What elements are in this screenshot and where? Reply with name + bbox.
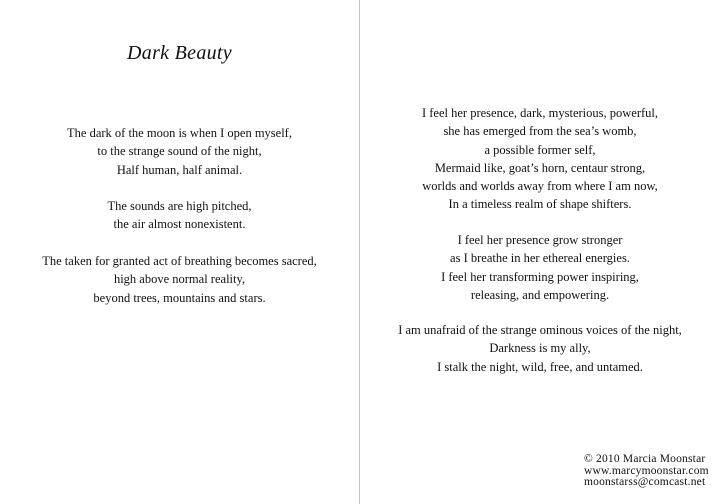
poem-line: I am unafraid of the strange ominous voices of the night, [398, 323, 682, 337]
poem-title: Dark Beauty [127, 42, 232, 64]
poem-line: I stalk the night, wild, free, and untamed. [437, 359, 643, 374]
poem-line: as I breathe in her ethereal energies. [450, 251, 630, 266]
right-stanza-1 [360, 104, 720, 214]
poem-line: Mermaid like, goat’s horn, centaur strong, [434, 160, 646, 175]
right-stanza-3 [360, 321, 720, 376]
author-credits [584, 454, 709, 489]
left-stanza-3 [0, 252, 359, 307]
author-email: moonstarss@comcast.net [584, 476, 706, 488]
poem-line: the air almost nonexistent. [113, 217, 246, 232]
poem-line: a possible former self, [484, 142, 596, 157]
poem-line: The taken for granted act of breathing becomes sacred, [42, 254, 317, 268]
poem-line: to the strange sound of the night, [97, 144, 262, 159]
right-page [360, 0, 720, 504]
poem-line: In a timeless realm of shape shifters. [448, 197, 632, 212]
poem-line: releasing, and empowering. [470, 287, 610, 302]
left-stanza-1 [0, 124, 359, 179]
poem-line: I feel her presence grow stronger [457, 233, 623, 247]
poem-line: The dark of the moon is when I open myself, [67, 126, 292, 140]
poem-line: worlds and worlds away from where I am now, [422, 179, 658, 194]
copyright-notice: © 2010 Marcia Moonstar [584, 453, 706, 465]
poem-line: Darkness is my ally, [489, 341, 591, 356]
left-page [0, 0, 359, 504]
poem-line: I feel her transforming power inspiring, [441, 269, 639, 284]
poem-line: I feel her presence, dark, mysterious, powerful, [421, 106, 659, 120]
left-stanza-2 [0, 197, 359, 234]
right-stanza-2 [360, 231, 720, 304]
poem-line: high above normal reality, [113, 272, 246, 287]
author-website: www.marcymoonstar.com [584, 464, 709, 477]
poem-line: The sounds are high pitched, [107, 199, 252, 213]
poem-line: Half human, half animal. [116, 162, 243, 177]
poem-line: she has emerged from the sea’s womb, [443, 124, 637, 139]
poem-line: beyond trees, mountains and stars. [93, 290, 266, 305]
